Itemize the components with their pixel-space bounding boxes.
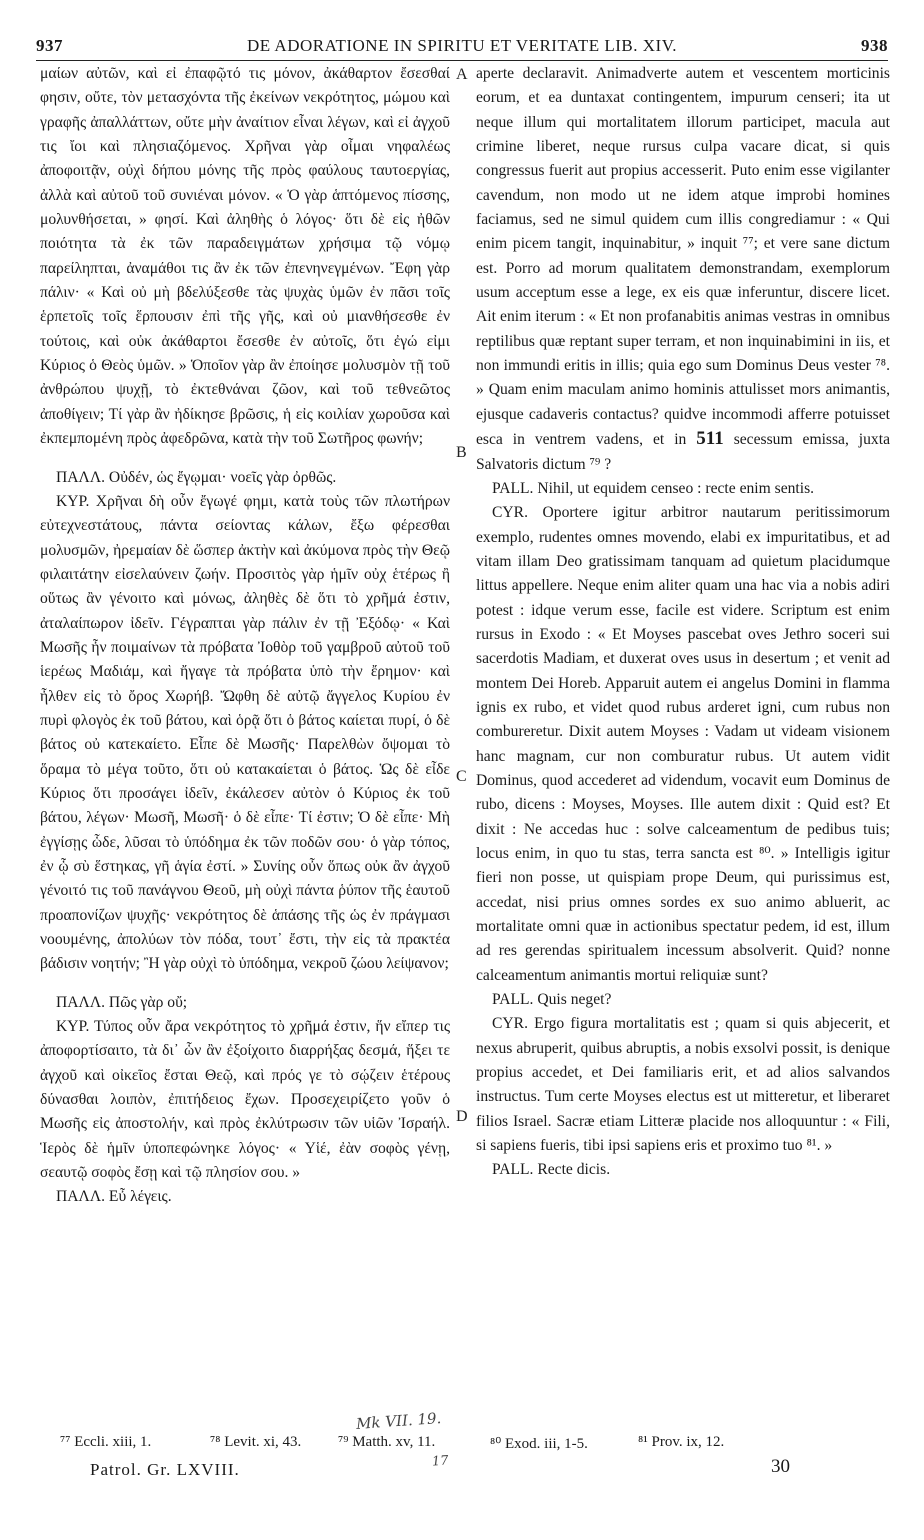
footnote-79: ⁷⁹ Matth. xv, 11. [338, 1434, 436, 1450]
header-rule [36, 60, 888, 61]
footnote-81: ⁸¹ Prov. ix, 12. [638, 1434, 725, 1450]
running-header [36, 36, 888, 60]
patrologia-volume: Patrol. Gr. LXVIII. [90, 1460, 240, 1479]
latin-paragraph: CYR. Ergo figura mortalitatis est ; quam si quis abjecerit, et nexus abruperit, quibus abruptis, a nobis exsolvi possit, is denique propius accedet, et Dei familiaris erit, et ad alios salvandos instructus. Tum certe Moyses electus est ut mitteretur, et liberaret filios Israel. Sacræ etiam Litteræ placide nos alloquuntur : « Fili, si sapiens fueris, tibi ipsi sapiens eris et proximo tuo ⁸¹. » [476, 1015, 890, 1155]
latin-paragraph [476, 62, 890, 477]
latin-text: aperte declaravit. Animadverte autem et vescentem morticinis eorum, et ea duntaxat contingentem, impurum censeri; ita ut neque illum qui mortalitatem illorum participet, macula aut crimine liberet, neque rursus culpa vacare dicat, si quis congressus fuerit aut propius accesserit. Puto enim esse vigilanter cavendum, non modo ut ne idem atque improbi homines faciamus, sed ne simul quidem cum illis congrediamur : « Qui enim picem tangit, inquinabitur, » inquit ⁷⁷; et vere sane dictum est. Porro ad morum qualitatem demonstrandam, exemplorum usum acceptum esse a lege, ex eis quæ inferuntur, discere licet. Ait enim iterum : « Et non profanabitis animas vestras in omnibus reptilibus quæ reptant super terram, et non inquinabimini in iis, et non immundi eritis in illis; quia ego sum Dominus Deus vester ⁷⁸. » Quam enim maculam animo hominis attulisset mors animantis, ejusque cadaveris contactus? quidve incommodi afferre potuisset esca in ventrem vadens, et in [476, 65, 890, 449]
margin-marker-b: B [456, 444, 467, 461]
latin-dialogue-line: PALL. Recte dicis. [492, 1161, 611, 1179]
handwritten-note: Mk VII. 19. [355, 1409, 442, 1433]
latin-text: secessum emissa, juxta Salvatoris dictum ⁷⁹ ? [476, 431, 890, 473]
latin-paragraph: CYR. Oportere igitur arbitror nautarum peritissimorum exemplo, rudentes omnes movendo, elabi ex impuritatibus, et ad vitam illam Deo gratissimam tanquam ad quietum placidumque littus appellere. Neque enim aliter quam una hac via a nobis adiri potest : idque verum esse, facile est videre. Scriptum est enim rursus in Exodo : « Et Moyses pascebat oves Jethro soceri sui sacerdotis Madiam, et duxerat oves usus in desertum ; et venit ad montem Dei Horeb. Apparuit autem ei angelus Domini in flamma ignis ex rubo, et videt quod rubus arderet igni, cum rubus non combureretur. Dixit autem Moyses : Vadam ut videam visionem hanc magnam, cur non comburatur rubus. Ut autem vidit Dominus, quod accederet ad videndum, vocavit eum Dominus de rubo, dicens : Moyses, Moyses. Ille autem dixit : Quid est? Et dixit : Ne accedas huc : solve calceamentum de pedibus tuis; locus enim, in quo tu stas, terra sancta est ⁸⁰. » Intelligis igitur fieri non posse, ut quispiam prope Deum, qui purissimus est, accedat, nisi prius omnes sordes ex suo animo abluerit, ac mortalitate omni quæ in actionibus spectatur pedem, id est, illum ad res gerendas spiritualem incessum absolverit. Quid? nonne calceamentum animantis mortui reliquiæ sunt? [476, 504, 890, 984]
greek-column [40, 62, 450, 1210]
latin-column [476, 62, 890, 1183]
greek-paragraph: ΚΥΡ. Χρῆναι δὴ οὖν ἔγωγέ φημι, κατὰ τοὺς τῶν πλωτήρων εὐτεχνεστάτους, πάντα σείοντας κάλων, ἔξω φέρεσθαι μολυσμῶν, ἠρεμαίαν δὲ ὥσπερ ἀκτὴν καὶ ἀκύμονα πρὸς τὴν Θεῷ φιλαιτάτην εἰσελαύνειν ζωήν. Προσιτὸς γὰρ ἡμῖν οὐχ ἑτέρως ἢ οὕτως ἂν γένοιτο καὶ μόνως, ἀληθὲς δὲ ὅτι τὸ χρῆμά ἐστιν, ἀταλαίπωρον ἰδεῖν. Γέγραπται γὰρ πάλιν ἐν τῇ Ἐξόδῳ· « Καὶ Μωσῆς ἦν ποιμαίνων τὰ πρόβατα Ἰοθὸρ τοῦ γαμβροῦ αὐτοῦ τοῦ ἱερέως Μαδιάμ, καὶ ἤγαγε τὰ πρόβατα ὑπὸ τὴν ἔρημον· καὶ ἦλθεν εἰς τὸ ὄρος Χωρήβ. Ὤφθη δὲ αὐτῷ ἄγγελος Κυρίου ἐν πυρὶ φλογὸς ἐκ τοῦ βάτου, καὶ ὁρᾷ ὅτι ὁ βάτος καίεται πυρί, ὁ δὲ βάτος οὐ κατεκαίετο. Εἶπε δὲ Μωσῆς· Παρελθὼν ὄψομαι τὸ ὅραμα τὸ μέγα τοῦτο, ὅτι οὐ κατακαίεται ὁ βάτος. Ὡς δὲ εἶδε Κύριος ὅτι προσάγει ἰδεῖν, ἐκάλεσεν αὐτὸν ὁ Κύριος ἐκ τοῦ βάτου, λέγων· Μωσῆ, Μωσῆ· ὁ δὲ εἶπε· Τί ἐστιν; Ὁ δὲ εἶπε· Μὴ ἐγγίσῃς ὧδε, λῦσαι τὸ ὑπόδημα ἐκ τῶν ποδῶν σου· ὁ γὰρ τόπος, ἐν ᾧ σὺ ἕστηκας, γῆ ἁγία ἐστί. » Συνίης οὖν ὅπως οὐκ ἂν ἀγχοῦ γένοιτό τις τοῦ πανάγνου Θεοῦ, μὴ οὐχὶ πάντα ῥύπον τῆς ἑαυτοῦ προαπονίζων ψυχῆς· νεκρότητος δὲ ἁπάσης τῆς ὡς ἐν πράγμασι νοουμένης, ἀπολύων τὸν πόδα, τουτ᾽ ἔστι, τὴν εἰς τὰ πρακτέα βάδισιν νοητήν; Ἢ γὰρ οὐχὶ τὸ ὑπόδημα, νεκροῦ ζώου λείψανον; [40, 492, 450, 973]
column-number: 511 [696, 428, 724, 450]
page-number-left: 937 [36, 36, 63, 55]
greek-dialogue-line: ΠΑΛΛ. Πῶς γὰρ οὔ; [56, 993, 188, 1011]
greek-paragraph: ΚΥΡ. Τύπος οὖν ἄρα νεκρότητος τὸ χρῆμά ἐστιν, ἥν εἴπερ τις ἀποφορτίσαιτο, τὰ δι᾽ ὧν ἂν ἐξοίχοιτο διαρρήξας δεσμά, ἥξει τε ἀγχοῦ καὶ οἰκεῖος ἔσται Θεῷ, καὶ πρός γε τὸ σῴζειν ἑτέρους δύνασθαι λοιπὸν, ἐπιτήδειος ἔχων. Προσεχειρίζετο γοῦν ὁ Μωσῆς εἰς ἀποστολήν, καὶ πρὸς ἐκλύτρωσιν τῶν υἱῶν Ἰσραήλ. Ἱερὸς δὲ ἡμῖν ὑποπεφώνηκε λόγος· « Υἱέ, ἐὰν σοφὸς γένῃ, σεαυτῷ σοφὸς ἔσῃ καὶ τῷ πλησίον σου. » [40, 1018, 450, 1182]
page-footer [90, 1456, 790, 1490]
footnote-78: ⁷⁸ Levit. xi, 43. [210, 1434, 302, 1450]
margin-marker-a: A [456, 66, 468, 83]
latin-dialogue-line: PALL. Nihil, ut equidem censeo : recte enim sentis. [492, 479, 815, 497]
latin-dialogue-line: PALL. Quis neget? [492, 991, 612, 1009]
greek-dialogue-line: ΠΑΛΛ. Οὐδέν, ὡς ἔγῳμαι· νοεῖς γὰρ ὀρθῶς. [56, 468, 337, 486]
greek-dialogue-line: ΠΑΛΛ. Εὖ λέγεις. [56, 1188, 172, 1206]
running-title: DE ADORATIONE IN SPIRITU ET VERITATE LIB. XIV. [246, 36, 678, 55]
signature-mark: 30 [771, 1456, 790, 1477]
footnote-80: ⁸⁰ Exod. iii, 1-5. [490, 1436, 588, 1452]
margin-marker-d: D [456, 1108, 468, 1125]
greek-paragraph: μαίων αὐτῶν, καὶ εἰ ἐπαφῷτό τις μόνον, ἀκάθαρτον ἔσεσθαί φησιν, οὔτε, τὸν μετασχόντα τῆς ἐκείνων νεκρότητος, μώμου καὶ γραφῆς ἀπαλλάττων, οὔτε μὴν ἀναίτιον εἶναι λέγων, καὶ εἰ ἀγχοῦ τις ἴοι καὶ πλησιαζόμενος. Χρῆναι γὰρ οἶμαι νηφαλέως ἀποφοιτᾷν, οὐχὶ δήπου μόνης τῆς πρὸς φαύλους ταυτοεργίας, ἀλλὰ καὶ αὐτοῦ τοῦ συνιέναι μόνον. « Ὁ γὰρ ἁπτόμενος πίσσης, μολυνθήσεται, » φησί. Καὶ ἀληθὴς ὁ λόγος· ὅτι δὲ εἰς ἠθῶν ποιότητα τὰ ἐκ τῶν παραδειγμάτων χρήσιμα τῷ νόμῳ παρείληπται, ἀναμάθοι τις ἂν ἐκ τῶν ἐπενηνεγμένων. Ἔφη γὰρ πάλιν· « Καὶ οὐ μὴ βδελύξεσθε τὰς ψυχὰς ὑμῶν ἐν πᾶσι τοῖς ἑρπετοῖς τοῖς ἕρπουσιν ἐπὶ τῆς γῆς, καὶ οὐ μιανθήσεσθε ἐν τούτοις, καὶ οὐκ ἀκάθαρτοι ἔσεσθε ἐν αὐτοῖς, ὅτι ἐγώ εἰμι Κύριος ὁ Θεὸς ὑμῶν. » Ὁποῖον γὰρ ἂν ἐποίησε μολυσμὸν τῇ τοῦ ἀνθρώπου ψυχῇ, τὸ ἐκτεθνάναι ζῶον, καὶ τοῦ τεθνεῶτος ἀποθίγειν; Τί γὰρ ἂν ἠδίκησε βρῶσις, ἡ εἰς κοιλίαν χωροῦσα καὶ ἐκπεμπομένη πρὸς ἀφεδρῶνα, κατὰ τὴν τοῦ Σωτῆρος φωνήν; [40, 65, 450, 448]
footnotes [60, 1434, 820, 1460]
handwritten-mark: 17 [431, 1453, 450, 1470]
margin-marker-c: C [456, 768, 467, 785]
page-number-right: 938 [861, 36, 888, 55]
footnote-77: ⁷⁷ Eccli. xiii, 1. [60, 1434, 152, 1450]
